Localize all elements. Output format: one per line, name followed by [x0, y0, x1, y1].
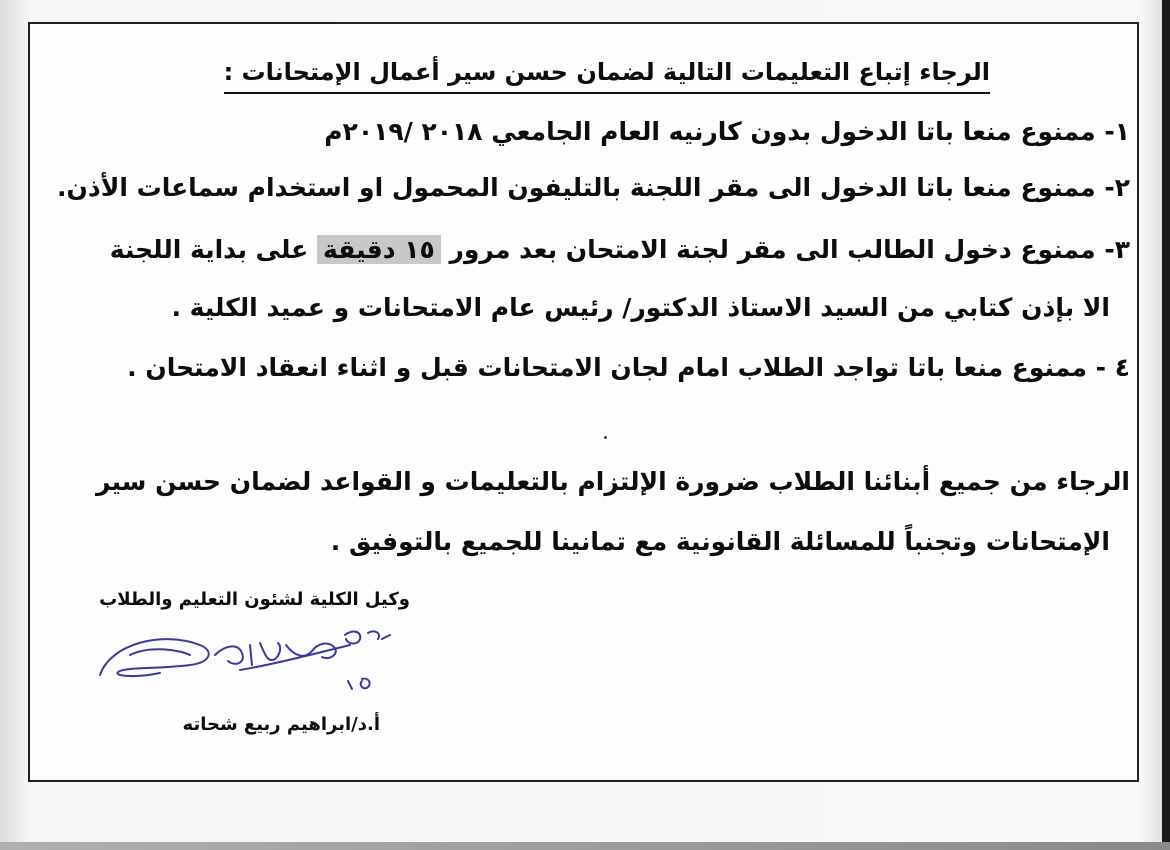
handwritten-signature: [90, 615, 430, 705]
rule-3-highlight: ١٥ دقيقة: [317, 235, 441, 264]
closing-line-2: الإمتحانات وتجنباً للمسائلة القانونية مع تمانينا للجميع بالتوفيق .: [330, 527, 1110, 556]
rule-4: ٤ - ممنوع منعا باتا تواجد الطلاب امام لجان الامتحانات قبل و اثناء انعقاد الامتحان .: [127, 353, 1130, 382]
signatory-title: وكيل الكلية لشئون التعليم والطلاب: [99, 589, 410, 610]
signatory-name: أ.د/ابراهيم ربيع شحاته: [182, 714, 380, 735]
closing-line-1: الرجاء من جميع أبنائنا الطلاب ضرورة الإلتزام بالتعليمات و القواعد لضمان حسن سير: [96, 467, 1130, 496]
scan-edge-right: [1162, 0, 1170, 850]
notice-title: الرجاء إتباع التعليمات التالية لضمان حسن سير أعمال الإمتحانات :: [224, 52, 990, 94]
rule-3-text-end: على بداية اللجنة: [109, 235, 309, 264]
rule-3-continuation: الا بإذن كتابي من السيد الاستاذ الدكتور/ رئيس عام الامتحانات و عميد الكلية .: [171, 293, 1110, 322]
rule-3: [110, 230, 1130, 270]
scan-edge-bottom: [0, 842, 1170, 850]
rule-2: ٢- ممنوع منعا باتا الدخول الى مقر اللجنة بالتليفون المحمول او استخدام سماعات الأذن.: [57, 173, 1130, 202]
scan-speck: [604, 436, 607, 439]
rule-1: ١- ممنوع منعا باتا الدخول بدون كارنيه العام الجامعي ٢٠١٨ /٢٠١٩م: [324, 117, 1130, 146]
rule-3-text: ٣- ممنوع دخول الطالب الى مقر لجنة الامتحان بعد مرور: [449, 235, 1130, 264]
